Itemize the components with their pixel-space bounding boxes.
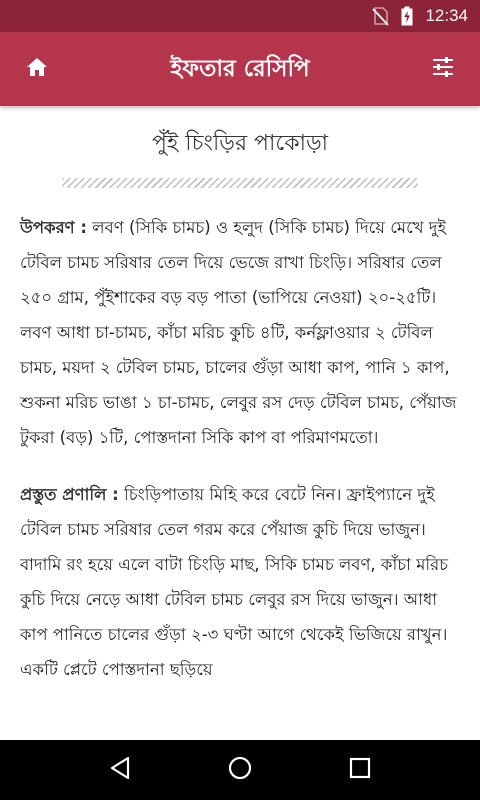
battery-charging-icon [401,6,413,26]
status-bar [0,0,480,32]
app-bar [0,32,480,106]
recents-icon [349,757,371,783]
title-divider [62,178,418,188]
method-label: প্রস্তুত প্রণালি : [20,485,119,504]
ingredients-paragraph [20,210,460,455]
method-paragraph [20,477,460,687]
home-button[interactable] [0,32,74,106]
recipe-title: পুঁই চিংড়ির পাকোড়া [151,131,329,156]
app-title: ইফতার রেসিপি [170,55,310,82]
home-circle-icon [228,756,252,784]
home-nav-button[interactable] [210,740,270,800]
no-sim-icon [371,6,389,26]
recents-button[interactable] [330,740,390,800]
ingredients-label: উপকরণ : [20,218,87,237]
filter-button[interactable] [406,32,480,106]
filter-sliders-icon [432,57,454,81]
back-icon [109,756,131,784]
status-time: 12:34 [425,6,468,25]
ingredients-text: লবণ (সিকি চামচ) ও হলুদ (সিকি চামচ) দিয়ে মেখে দুই টেবিল চামচ সরিষার তেল দিয়ে ভেজে রাখা চিংড়ি। সরিষার তেল ২৫০ গ্রাম, পুঁইশাকের বড় বড় পাতা (ভাপিয়ে নেওয়া) ২০-২৫টি। লবণ আধা চা-চামচ, কাঁচা মরিচ কুচি ৪টি, কর্নফ্লাওয়ার ২ টেবিল চামচ, ময়দা ২ টেবিল চামচ, চালের গুঁড়া আধা কাপ, পানি ১ কাপ, শুকনা মরিচ ভাঙা ১ চা-চামচ, লেবুর রস দেড় টেবিল চামচ, পেঁয়াজ টুকরা (বড়) ১টি, পোস্তদানা সিকি কাপ বা পরিমাণমতো। [20,218,457,447]
recipe-content[interactable] [0,106,480,740]
back-button[interactable] [90,740,150,800]
home-icon [26,57,48,81]
navigation-bar [0,740,480,800]
method-text: চিংড়িপাতায় মিহি করে বেটে নিন। ফ্রাইপ্যানে দুই টেবিল চামচ সরিষার তেল গরম করে পেঁয়াজ কুচি দিয়ে ভাজুন। বাদামি রং হয়ে এলে বাটা চিংড়ি মাছ, সিকি চামচ লবণ, কাঁচা মরিচ কুচি দিয়ে নেড়ে আধা টেবিল চামচ লেবুর রস দিয়ে ভাজুন। আধা কাপ পানিতে চালের গুঁড়া ২-৩ ঘণ্টা আগে থেকেই ভিজিয়ে রাখুন। একটি প্লেটে পোস্তদানা ছড়িয়ে [20,485,449,679]
